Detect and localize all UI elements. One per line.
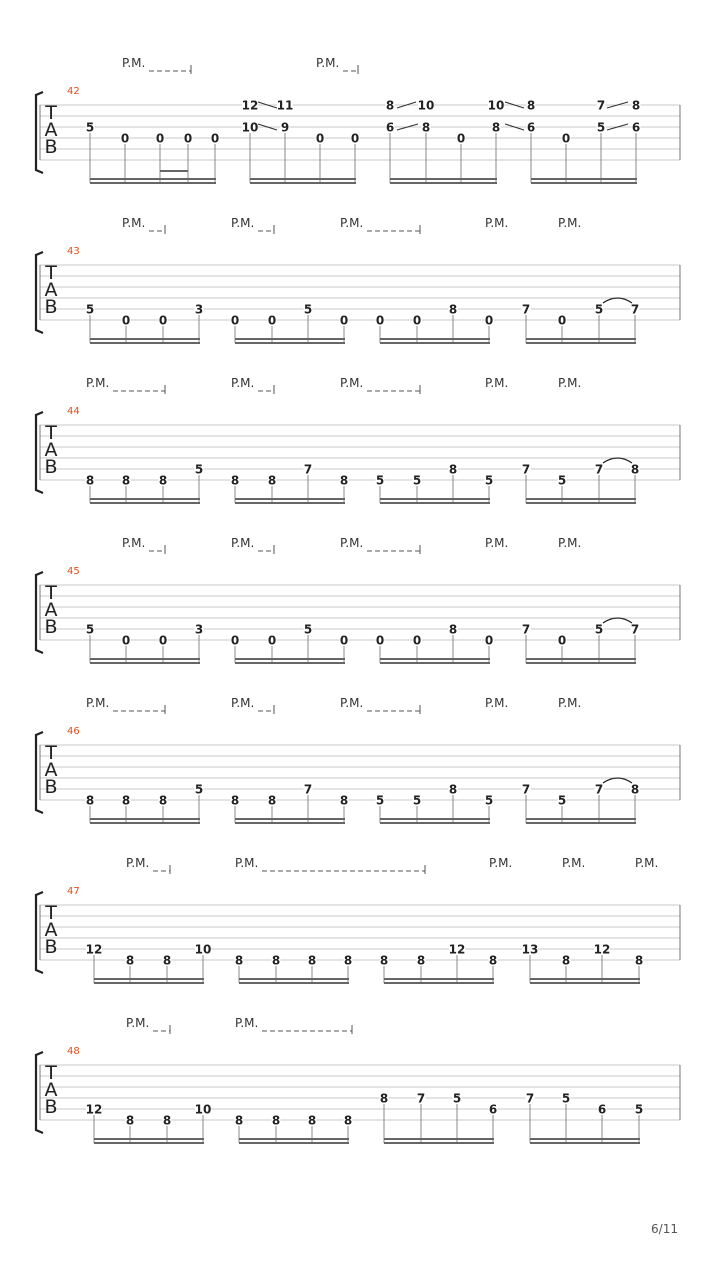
fret-number: 0 (339, 313, 349, 328)
note-beam (94, 1138, 204, 1140)
note-beam (90, 342, 200, 344)
fret-number: 8 (448, 782, 458, 797)
tie-arc (603, 298, 632, 303)
palm-mute-label: P.M. (340, 376, 364, 390)
fret-number: 5 (85, 622, 95, 637)
note-beam (530, 982, 640, 984)
measure-number: 42 (67, 86, 80, 97)
fret-number: 0 (456, 131, 466, 146)
fret-number: 0 (158, 633, 168, 648)
fret-number: 11 (276, 98, 294, 113)
fret-number: 8 (448, 622, 458, 637)
note-beam (380, 338, 490, 340)
tab-clef-letter: A (44, 119, 58, 141)
fret-number: 7 (630, 622, 640, 637)
fret-number: 12 (241, 98, 259, 113)
fret-number: 5 (452, 1091, 462, 1106)
fret-number: 5 (194, 782, 204, 797)
note-beam (90, 178, 216, 180)
fret-number: 10 (417, 98, 435, 113)
fret-number: 12 (85, 942, 103, 957)
fret-number: 8 (385, 98, 395, 113)
fret-number: 7 (596, 98, 606, 113)
note-beam-partial (160, 170, 188, 172)
fret-number: 9 (280, 120, 290, 135)
note-beam (531, 178, 637, 180)
fret-number: 5 (85, 120, 95, 135)
fret-number: 8 (230, 473, 240, 488)
fret-number: 5 (634, 1102, 644, 1117)
note-beam (390, 182, 497, 184)
note-beam (530, 978, 640, 980)
fret-number: 8 (448, 302, 458, 317)
fret-number: 7 (303, 462, 313, 477)
fret-number: 5 (412, 793, 422, 808)
note-beam (90, 498, 200, 500)
tab-clef-letter: B (44, 936, 58, 958)
tab-clef-letter: T (45, 902, 57, 924)
fret-number: 5 (375, 473, 385, 488)
fret-number: 8 (307, 953, 317, 968)
fret-number: 8 (379, 953, 389, 968)
fret-number: 8 (634, 953, 644, 968)
fret-number: 0 (230, 633, 240, 648)
fret-number: 8 (162, 953, 172, 968)
tab-clef-letter: A (44, 1079, 58, 1101)
note-beam (239, 982, 349, 984)
note-beam (530, 1138, 640, 1140)
tab-clef-letter: B (44, 456, 58, 478)
note-beam (526, 342, 636, 344)
fret-number: 8 (339, 793, 349, 808)
tab-clef-letter: B (44, 776, 58, 798)
fret-number: 8 (125, 1113, 135, 1128)
tab-clef-letter: A (44, 279, 58, 301)
palm-mute-label: P.M. (231, 376, 255, 390)
fret-number: 5 (484, 473, 494, 488)
fret-number: 0 (120, 131, 130, 146)
fret-number: 0 (158, 313, 168, 328)
palm-mute-label: P.M. (558, 376, 582, 390)
note-beam (526, 662, 636, 664)
note-beam (384, 1142, 494, 1144)
note-beam (235, 502, 345, 504)
fret-number: 0 (557, 313, 567, 328)
note-beam (235, 342, 345, 344)
fret-number: 8 (488, 953, 498, 968)
fret-number: 8 (267, 473, 277, 488)
fret-number: 0 (484, 313, 494, 328)
fret-number: 7 (521, 622, 531, 637)
fret-number: 7 (416, 1091, 426, 1106)
tab-system-48 (36, 1016, 680, 1144)
fret-number: 7 (521, 782, 531, 797)
fret-number: 5 (557, 793, 567, 808)
note-beam (526, 658, 636, 660)
measure-number: 46 (67, 726, 80, 737)
note-beam (526, 822, 636, 824)
note-beam (239, 978, 349, 980)
fret-number: 0 (561, 131, 571, 146)
note-beam (530, 1142, 640, 1144)
note-beam (235, 818, 345, 820)
fret-number: 8 (630, 782, 640, 797)
palm-mute-label: P.M. (231, 696, 255, 710)
fret-number: 8 (271, 1113, 281, 1128)
fret-number: 0 (412, 633, 422, 648)
measure-number: 48 (67, 1046, 80, 1057)
note-beam (526, 498, 636, 500)
fret-number: 8 (343, 1113, 353, 1128)
tab-system-43 (36, 216, 680, 344)
tab-clef-letter: B (44, 1096, 58, 1118)
note-beam (380, 342, 490, 344)
fret-number: 5 (557, 473, 567, 488)
palm-mute-label: P.M. (340, 696, 364, 710)
note-beam (235, 822, 345, 824)
note-beam (384, 1138, 494, 1140)
fret-number: 8 (448, 462, 458, 477)
fret-number: 0 (267, 313, 277, 328)
fret-number: 8 (630, 462, 640, 477)
fret-number: 0 (210, 131, 220, 146)
tie-arc (603, 618, 632, 623)
note-beam (250, 178, 356, 180)
fret-number: 5 (412, 473, 422, 488)
fret-number: 0 (121, 313, 131, 328)
fret-number: 7 (594, 782, 604, 797)
palm-mute-label: P.M. (558, 696, 582, 710)
note-beam (90, 182, 216, 184)
tab-clef-letter: T (45, 582, 57, 604)
fret-number: 0 (121, 633, 131, 648)
tab-system-47 (36, 856, 680, 984)
fret-number: 8 (85, 473, 95, 488)
fret-number: 0 (375, 313, 385, 328)
fret-number: 7 (303, 782, 313, 797)
palm-mute-label: P.M. (635, 856, 659, 870)
note-beam (90, 502, 200, 504)
fret-number: 3 (194, 302, 204, 317)
fret-number: 6 (488, 1102, 498, 1117)
fret-number: 8 (158, 793, 168, 808)
note-beam (94, 982, 204, 984)
fret-number: 10 (487, 98, 505, 113)
palm-mute-label: P.M. (316, 56, 340, 70)
note-beam (235, 338, 345, 340)
note-beam (235, 498, 345, 500)
fret-number: 8 (561, 953, 571, 968)
palm-mute-label: P.M. (558, 216, 582, 230)
fret-number: 0 (412, 313, 422, 328)
note-beam (380, 658, 490, 660)
fret-number: 10 (194, 942, 212, 957)
tab-clef-letter: A (44, 439, 58, 461)
note-beam (380, 818, 490, 820)
tab-clef-letter: B (44, 136, 58, 158)
fret-number: 0 (339, 633, 349, 648)
note-beam (90, 662, 200, 664)
fret-number: 5 (375, 793, 385, 808)
note-beam (90, 338, 200, 340)
note-beam (526, 818, 636, 820)
note-beam (384, 982, 494, 984)
fret-number: 12 (593, 942, 611, 957)
fret-number: 8 (234, 1113, 244, 1128)
measure-number: 43 (67, 246, 80, 257)
fret-number: 0 (230, 313, 240, 328)
note-beam (250, 182, 356, 184)
fret-number: 12 (85, 1102, 103, 1117)
tab-clef-letter: B (44, 616, 58, 638)
tab-system-44 (36, 376, 680, 504)
measure-number: 47 (67, 886, 80, 897)
note-beam (390, 178, 497, 180)
note-beam (239, 1138, 349, 1140)
fret-number: 7 (521, 302, 531, 317)
palm-mute-label: P.M. (340, 216, 364, 230)
palm-mute-label: P.M. (231, 536, 255, 550)
note-beam (380, 502, 490, 504)
measure-number: 45 (67, 566, 80, 577)
fret-number: 5 (596, 120, 606, 135)
fret-number: 8 (267, 793, 277, 808)
tab-clef-letter: T (45, 262, 57, 284)
fret-number: 8 (158, 473, 168, 488)
note-beam (526, 338, 636, 340)
palm-mute-label: P.M. (86, 376, 110, 390)
tie-arc (603, 778, 632, 783)
palm-mute-label: P.M. (485, 216, 509, 230)
tab-clef-letter: T (45, 422, 57, 444)
fret-number: 8 (343, 953, 353, 968)
palm-mute-label: P.M. (485, 376, 509, 390)
fret-number: 8 (230, 793, 240, 808)
tab-clef-letter: T (45, 742, 57, 764)
fret-number: 8 (307, 1113, 317, 1128)
fret-number: 6 (597, 1102, 607, 1117)
page-number: 6/11 (651, 1222, 678, 1236)
fret-number: 5 (303, 302, 313, 317)
fret-number: 7 (594, 462, 604, 477)
fret-number: 0 (484, 633, 494, 648)
fret-number: 12 (448, 942, 466, 957)
note-beam (90, 818, 200, 820)
fret-number: 8 (234, 953, 244, 968)
note-beam (384, 978, 494, 980)
note-beam (90, 822, 200, 824)
fret-number: 5 (303, 622, 313, 637)
palm-mute-label: P.M. (235, 856, 259, 870)
fret-number: 5 (85, 302, 95, 317)
tab-clef-letter: T (45, 102, 57, 124)
tab-clef-letter: A (44, 919, 58, 941)
fret-number: 0 (350, 131, 360, 146)
note-beam (380, 822, 490, 824)
fret-number: 8 (162, 1113, 172, 1128)
fret-number: 8 (85, 793, 95, 808)
palm-mute-label: P.M. (122, 536, 146, 550)
fret-number: 6 (631, 120, 641, 135)
tab-clef-letter: A (44, 599, 58, 621)
palm-mute-label: P.M. (122, 56, 146, 70)
palm-mute-label: P.M. (562, 856, 586, 870)
fret-number: 0 (315, 131, 325, 146)
fret-number: 5 (594, 622, 604, 637)
fret-number: 0 (155, 131, 165, 146)
fret-number: 0 (375, 633, 385, 648)
fret-number: 8 (339, 473, 349, 488)
tie-arc (603, 458, 632, 463)
note-beam (235, 658, 345, 660)
measure-number: 44 (67, 406, 80, 417)
note-beam (90, 658, 200, 660)
note-beam (531, 182, 637, 184)
tab-clef-letter: A (44, 759, 58, 781)
fret-number: 8 (421, 120, 431, 135)
tab-clef-letter: T (45, 1062, 57, 1084)
note-beam (239, 1142, 349, 1144)
palm-mute-label: P.M. (126, 1016, 150, 1030)
fret-number: 5 (484, 793, 494, 808)
tab-system-45 (36, 536, 680, 664)
tab-system-42 (36, 56, 680, 184)
palm-mute-label: P.M. (231, 216, 255, 230)
fret-number: 8 (271, 953, 281, 968)
palm-mute-label: P.M. (558, 536, 582, 550)
fret-number: 7 (521, 462, 531, 477)
fret-number: 7 (630, 302, 640, 317)
fret-number: 8 (121, 793, 131, 808)
note-beam (235, 662, 345, 664)
note-beam (380, 498, 490, 500)
fret-number: 6 (526, 120, 536, 135)
fret-number: 3 (194, 622, 204, 637)
fret-number: 5 (194, 462, 204, 477)
fret-number: 10 (241, 120, 259, 135)
fret-number: 0 (183, 131, 193, 146)
palm-mute-label: P.M. (86, 696, 110, 710)
fret-number: 8 (125, 953, 135, 968)
tab-system-46 (36, 696, 680, 824)
fret-number: 13 (521, 942, 539, 957)
fret-number: 8 (631, 98, 641, 113)
palm-mute-label: P.M. (122, 216, 146, 230)
fret-number: 8 (379, 1091, 389, 1106)
palm-mute-label: P.M. (340, 536, 364, 550)
fret-number: 5 (594, 302, 604, 317)
palm-mute-label: P.M. (235, 1016, 259, 1030)
note-beam (380, 662, 490, 664)
note-beam (526, 502, 636, 504)
palm-mute-label: P.M. (126, 856, 150, 870)
fret-number: 0 (267, 633, 277, 648)
palm-mute-label: P.M. (485, 696, 509, 710)
fret-number: 5 (561, 1091, 571, 1106)
fret-number: 10 (194, 1102, 212, 1117)
fret-number: 6 (385, 120, 395, 135)
palm-mute-label: P.M. (489, 856, 513, 870)
fret-number: 8 (491, 120, 501, 135)
fret-number: 7 (525, 1091, 535, 1106)
tab-clef-letter: B (44, 296, 58, 318)
palm-mute-label: P.M. (485, 536, 509, 550)
fret-number: 8 (416, 953, 426, 968)
note-beam (94, 1142, 204, 1144)
fret-number: 8 (526, 98, 536, 113)
note-beam (94, 978, 204, 980)
fret-number: 8 (121, 473, 131, 488)
fret-number: 0 (557, 633, 567, 648)
